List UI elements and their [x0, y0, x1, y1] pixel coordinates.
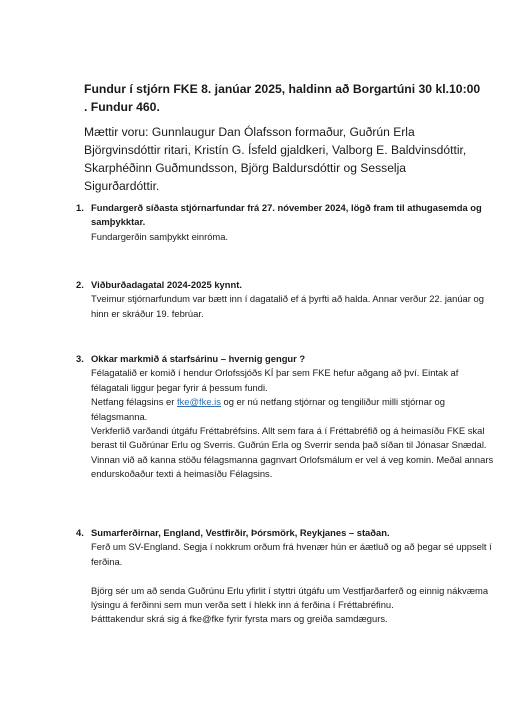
- agenda-item-3: [76, 352, 496, 482]
- item-text: Fundargerðin samþykkt einróma.: [91, 230, 229, 242]
- attendees-paragraph: Mættir voru: Gunnlaugur Dan Ólafsson formaður, Guðrún Erla Björgvinsdóttir ritari, Kristín G. Ísfeld gjaldkeri, Valborg E. Baldvinsdóttir, Skarphéðinn Guðmundsson, Björg Baldursdóttir og Sesselja Sigurðardóttir.: [84, 125, 467, 193]
- item-text: Björg sér um að senda Guðrúnu Erlu yfirlit í styttri útgáfu um Vestfjarðarferð og einnig nákvæma lýsingu á ferðinni sem mun verða sett í hlekk inn á ferðina í Fréttabréfinu.: [91, 584, 489, 611]
- item-text: Félagatalið er komið í hendur Orlofssjóðs KÍ þar sem FKE hefur aðgang að því. Eintak af félagatali liggur þegar fyrir á þessum fundi.: [91, 367, 459, 393]
- text-fragment: og er nú netfang stjórnar og tengiliður milli stjórnar og félagsmanna.: [91, 396, 445, 422]
- email-link[interactable]: fke@fke.is: [177, 396, 221, 408]
- item-heading: Viðburðadagatal 2024-2025 kynnt.: [91, 279, 242, 290]
- item-number: 3.: [76, 353, 84, 364]
- item-heading: Fundargerð síðasta stjórnarfundar frá 27. nóvember 2024, lögð fram til athugasemda og samþykktar.: [91, 202, 482, 228]
- item-text: Verkferlið varðandi útgáfu Fréttabréfsins. Allt sem fara á í Fréttabréfið og á heimasíðu FKE skal berast til Guðrúnar Erlu og Sverris. Guðrún Erla og Sverrir senda það síðan til Jónasar Snædal.: [91, 425, 487, 451]
- item-number: 2.: [76, 279, 84, 290]
- item-text: Vinnan við að kanna stöðu félagsmanna gagnvart Orlofsmálum er vel á veg komin. Meðal annars endurskoðaður texti á heimasíðu Félagsins.: [91, 453, 494, 480]
- item-number: 4.: [76, 527, 84, 538]
- item-text: [91, 395, 496, 424]
- item-text: Tveimur stjórnarfundum var bætt inn í dagatalið ef á þyrfti að halda. Annar verður 22. janúar og hinn er skráður 19. febrúar.: [91, 293, 484, 319]
- item-heading: Okkar markmið á starfsárinu – hvernig gengur ?: [91, 353, 306, 364]
- paragraph-spacer: [91, 569, 496, 583]
- item-number: 1.: [76, 202, 84, 213]
- item-text: Þátttakendur skrá sig á fke@fke fyrir fyrsta mars og greiða samdægurs.: [91, 613, 388, 625]
- agenda-item-4: [76, 526, 496, 627]
- item-text: Ferð um SV-England. Segja í nokkrum orðum frá hvenær hún er áætluð og að þegar sé uppselt í ferðina.: [91, 541, 492, 567]
- agenda-item-2: [76, 278, 496, 321]
- meeting-title: Fundur í stjórn FKE 8. janúar 2025, haldinn að Borgartúni 30 kl.10:00 . Fundur 460.: [84, 82, 481, 114]
- text-fragment: Netfang félagsins er: [91, 396, 177, 408]
- item-heading: Sumarferðirnar, England, Vestfirðir, Þórsmörk, Reykjanes – staðan.: [91, 527, 390, 538]
- agenda-item-1: [76, 201, 496, 244]
